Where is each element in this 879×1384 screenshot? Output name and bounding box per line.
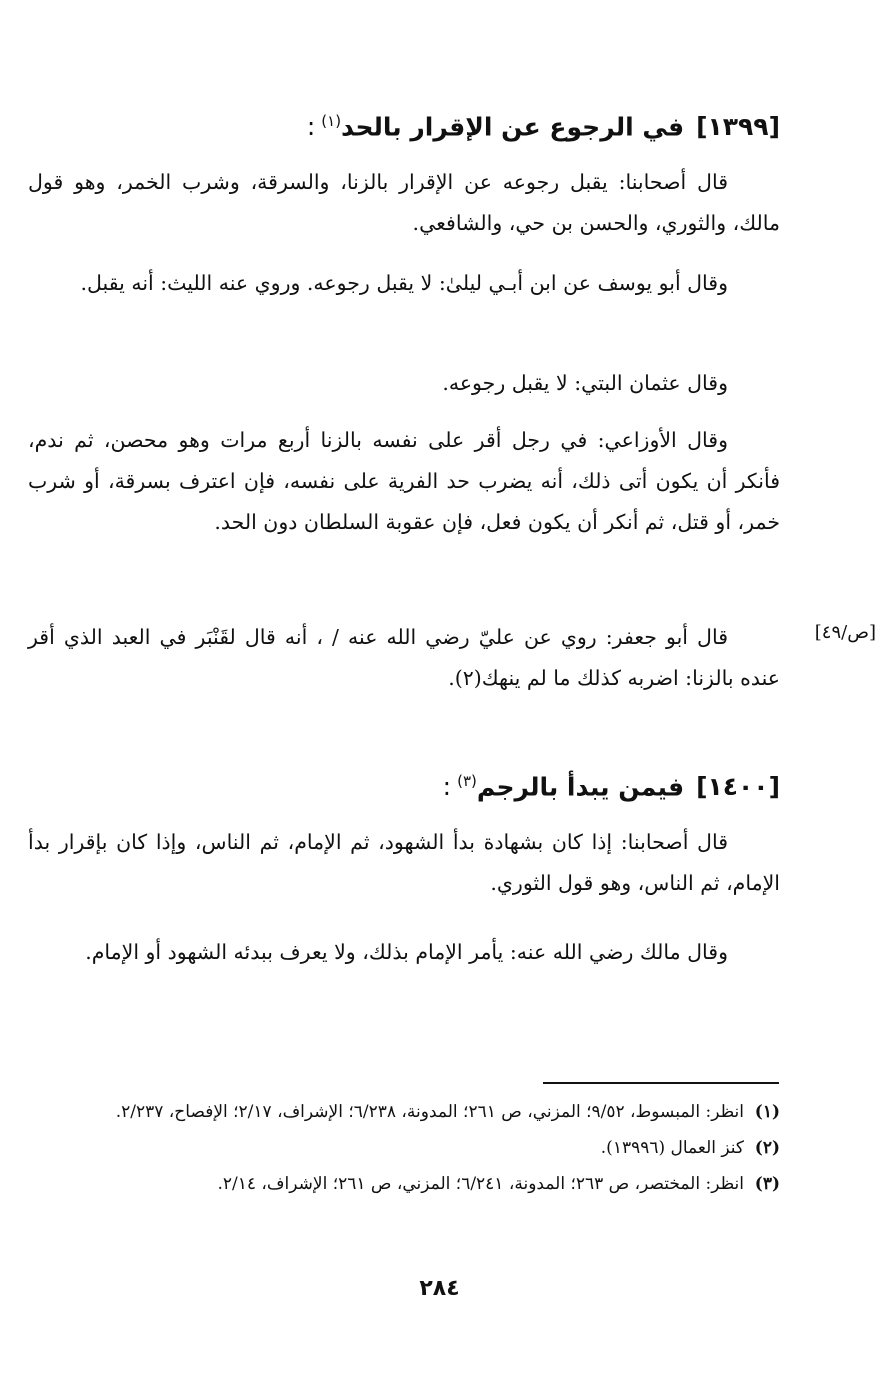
paragraph-text: وقال مالك رضي الله عنه: يأمر الإمام بذلك، ولا يعرف ببدئه الشهود أو الإمام. bbox=[85, 940, 728, 964]
footnote bbox=[28, 1130, 780, 1166]
footnote bbox=[28, 1094, 780, 1130]
footnote-ref: (١) bbox=[321, 112, 342, 130]
footnote-text: كنز العمال (١٣٩٩٦). bbox=[600, 1138, 744, 1158]
paragraph-text: وقال الأوزاعي: في رجل أقر على نفسه بالزنا أربع مرات وهو محصن، ثم ندم، فأنكر أن يكون أتى ذلك، أنه يضرب حد الفرية على نفسه، فإن اعترف بسرقة، أو شرب خمر، أو قتل، ثم أنكر أن يكون فعل، فإن عقوبة السلطان دون الحد. bbox=[28, 428, 780, 534]
footnote-number: (١) bbox=[754, 1102, 780, 1122]
paragraph bbox=[28, 932, 780, 973]
section-title: فيمن يبدأ بالرجم bbox=[476, 772, 685, 802]
footnote-number: (٣) bbox=[754, 1174, 780, 1194]
heading-colon: : bbox=[442, 772, 452, 802]
paragraph-text: وقال عثمان البتي: لا يقبل رجوعه. bbox=[442, 371, 728, 395]
footnote-text: انظر: المبسوط، ٩/٥٢؛ المزني، ص ٢٦١؛ المدونة، ٦/٢٣٨؛ الإشراف، ٢/١٧؛ الإفصاح، ٢/٢٣٧. bbox=[115, 1102, 744, 1122]
paragraph-text: قال أبو جعفر: روي عن عليّ رضي الله عنه / ، أنه قال لقَنْبَر في العبد الذي أقر عنده بالزنا: اضربه كذلك ما لم ينهك(٢). bbox=[28, 625, 780, 690]
footnote-separator bbox=[543, 1082, 779, 1084]
section-number: [١٤٠٠] bbox=[696, 772, 780, 802]
section-number: [١٣٩٩] bbox=[696, 112, 780, 142]
paragraph-text: وقال أبو يوسف عن ابن أبـي ليلىٰ: لا يقبل رجوعه. وروي عنه الليث: أنه يقبل. bbox=[80, 271, 728, 295]
section-heading-1399 bbox=[307, 112, 780, 141]
paragraph bbox=[28, 162, 780, 244]
heading-colon: : bbox=[306, 112, 316, 142]
footnotes bbox=[28, 1094, 780, 1202]
footnote-text: انظر: المختصر، ص ٢٦٣؛ المدونة، ٦/٢٤١؛ المزني، ص ٢٦١؛ الإشراف، ٢/١٤. bbox=[217, 1174, 744, 1194]
section-heading-1400 bbox=[443, 772, 780, 801]
paragraph bbox=[28, 363, 780, 404]
margin-page-reference: [ص/٤٩] bbox=[814, 622, 876, 643]
footnote-number: (٢) bbox=[754, 1138, 780, 1158]
paragraph-text: قال أصحابنا: يقبل رجوعه عن الإقرار بالزنا، والسرقة، وشرب الخمر، وهو قول مالك، والثوري، والحسن بن حي، والشافعي. bbox=[28, 170, 780, 235]
footnote bbox=[28, 1166, 780, 1202]
paragraph bbox=[28, 822, 780, 904]
paragraph-text: قال أصحابنا: إذا كان بشهادة بدأ الشهود، ثم الإمام، ثم الناس، وإذا كان بإقرار بدأ الإمام، ثم الناس، وهو قول الثوري. bbox=[28, 830, 780, 895]
page-number: ٢٨٤ bbox=[419, 1276, 460, 1301]
paragraph bbox=[28, 420, 780, 543]
section-title: في الرجوع عن الإقرار بالحد bbox=[341, 112, 685, 142]
paragraph bbox=[28, 263, 780, 304]
footnote-ref: (٣) bbox=[457, 772, 477, 790]
paragraph bbox=[28, 617, 780, 699]
